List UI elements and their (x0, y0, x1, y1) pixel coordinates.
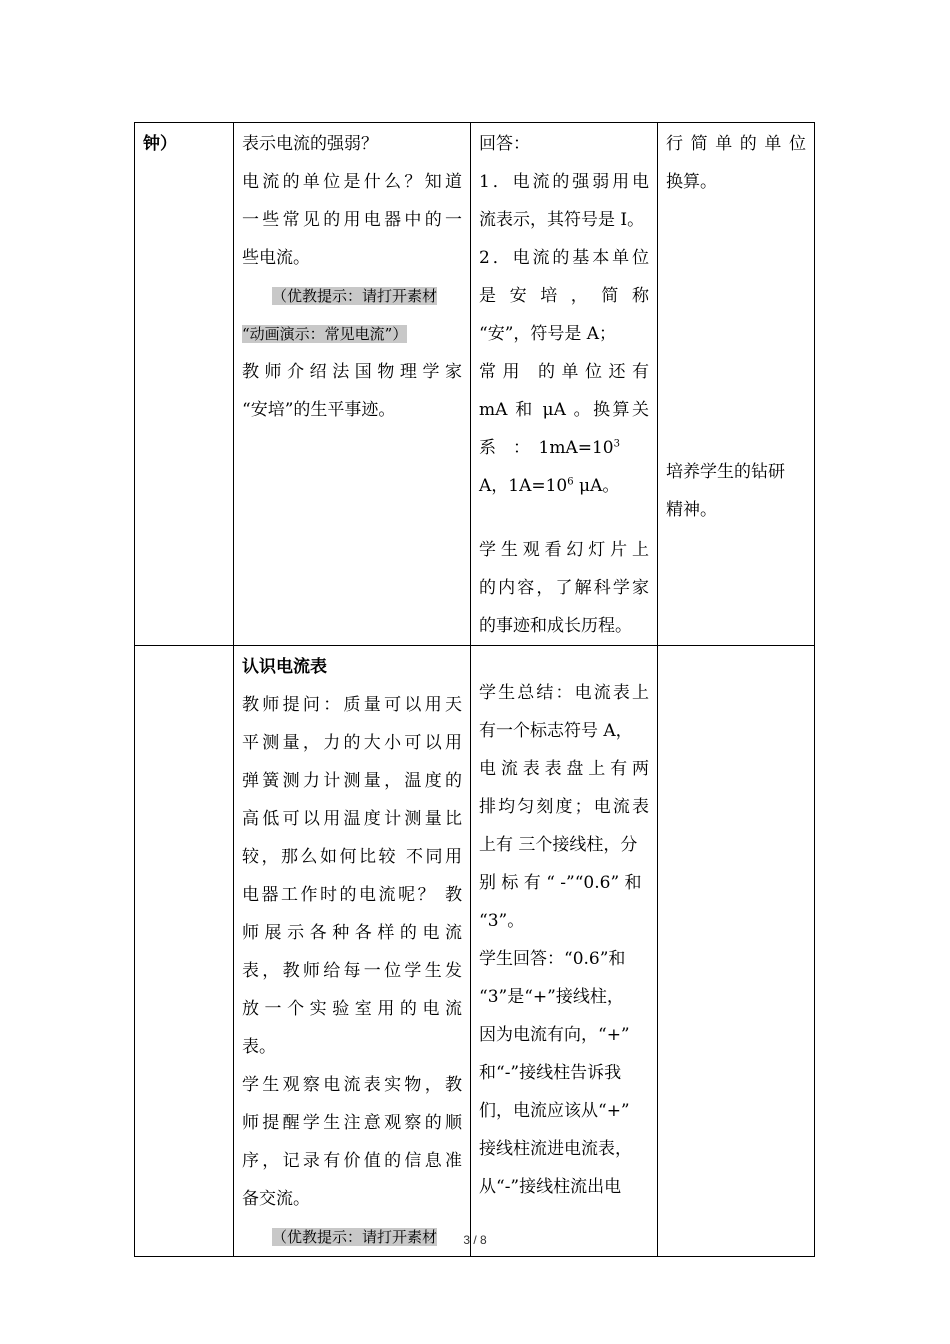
student-line: A，$1A=10^6$ μA。 (479, 476, 620, 496)
student-line: 排均匀刻度；电流表 (479, 797, 649, 817)
section-heading: 认识电流表 (242, 657, 327, 677)
teacher-line: 表。 (242, 1037, 276, 1057)
hint-text: （优教提示：请打开素材 (272, 287, 438, 305)
student-line: 从“-”接线柱流出电 (479, 1177, 622, 1197)
teacher-activity-cell (234, 646, 471, 1257)
stage-text: 钟） (143, 134, 177, 154)
student-activity-cell (471, 646, 658, 1257)
student-line: 常用 的单位还有 (479, 362, 649, 382)
student-line: 们，电流应该从“+” (479, 1101, 630, 1121)
teacher-line: 一些常见的用电器中的一 (242, 210, 462, 230)
student-line: 的事迹和成长历程。 (479, 616, 632, 636)
design-intent-cell (658, 646, 815, 1257)
spacer (479, 648, 649, 674)
student-line: 接线柱流进电流表， (479, 1139, 632, 1159)
teacher-line: 教师介绍法国物理学家 (242, 362, 462, 382)
student-line: 上有 三个接线柱，分 (479, 835, 638, 855)
student-line: 有一个标志符号 A， (479, 721, 633, 741)
student-line: 学生回答：“0.6”和 (479, 949, 626, 969)
student-line: 回答： (479, 134, 530, 154)
teacher-line: 较，那么如何比较 不同用 (242, 847, 462, 867)
student-line: 别 标 有 “ -”“0.6” 和 (479, 873, 642, 893)
spacer (666, 327, 806, 453)
teacher-line: 平测量，力的大小可以用 (242, 733, 462, 753)
teacher-line: 些电流。 (242, 248, 310, 268)
student-line: 系 ： $1mA=10^3$ (479, 438, 620, 458)
teacher-line: 电器工作时的电流呢？ 教 (242, 885, 462, 905)
student-line: 流表示，其符号是 I。 (479, 210, 645, 230)
student-line: 1．电流的强弱用电 (479, 172, 649, 192)
teacher-line: 放一个实验室用的电流 (242, 999, 462, 1019)
teacher-activity-cell (234, 123, 471, 646)
intent-line: 精神。 (666, 500, 717, 520)
stage-cell (135, 123, 234, 646)
student-line: 是 安 培 ， 简 称 (479, 286, 649, 306)
intent-line: 培养学生的钻研 (666, 462, 785, 482)
teacher-line: 备交流。 (242, 1189, 310, 1209)
teacher-line: “安培”的生平事迹。 (242, 400, 396, 420)
student-line: mA 和 μA 。换算关 (479, 400, 649, 420)
student-line: 的内容，了解科学家 (479, 578, 649, 598)
table-row (135, 123, 815, 646)
intent-line: 换算。 (666, 172, 717, 192)
page-number: 3 / 8 (463, 1233, 487, 1247)
student-line: 学生总结：电流表上 (479, 683, 649, 703)
teacher-line: 弹簧测力计测量，温度的 (242, 771, 462, 791)
table-row (135, 646, 815, 1257)
teacher-line: 表示电流的强弱？ (242, 134, 378, 154)
stage-cell (135, 646, 234, 1257)
teacher-line: 表，教师给每一位学生发 (242, 961, 462, 981)
student-activity-cell (471, 123, 658, 646)
teacher-line: 高低可以用温度计测量比 (242, 809, 462, 829)
student-line: “3”是“+”接线柱， (479, 987, 624, 1007)
student-line: “安”，符号是 A； (479, 324, 617, 344)
student-line: 学生观看幻灯片上 (479, 540, 649, 560)
teacher-line: 学生观察电流表实物，教 (242, 1075, 462, 1095)
teacher-line: 电流的单位是什么？知道 (242, 172, 462, 192)
teacher-line: 师展示各种各样的电流 (242, 923, 462, 943)
design-intent-cell (658, 123, 815, 646)
spacer (479, 505, 649, 531)
lesson-plan-table (134, 122, 815, 1257)
student-line: 电流表表盘上有两 (479, 759, 649, 779)
teacher-line: 序，记录有价值的信息准 (242, 1151, 462, 1171)
hint-text: （优教提示：请打开素材 (272, 1228, 438, 1246)
hint-text: “动画演示：常见电流”） (242, 325, 408, 343)
student-line: 2．电流的基本单位 (479, 248, 649, 268)
teacher-line: 师提醒学生注意观察的顺 (242, 1113, 462, 1133)
student-line: 和“-”接线柱告诉我 (479, 1063, 622, 1083)
student-line: “3”。 (479, 911, 525, 931)
intent-line: 行 简 单 的 单 位 (666, 134, 806, 154)
spacer (666, 201, 806, 327)
student-line: 因为电流有向，“+” (479, 1025, 630, 1045)
teacher-line: 教师提问：质量可以用天 (242, 695, 462, 715)
